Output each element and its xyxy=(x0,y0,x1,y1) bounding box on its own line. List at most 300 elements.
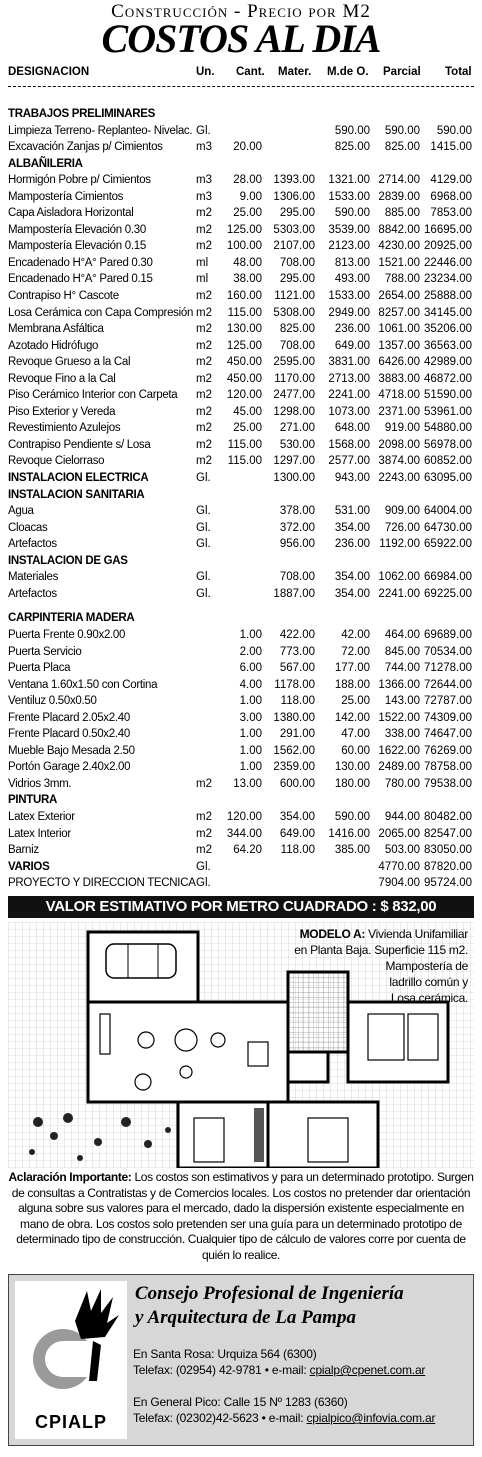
cell-parcial: 590.00 xyxy=(384,124,420,137)
cell-total: 72644.00 xyxy=(424,678,472,691)
cell-mano-de-obra: 648.00 xyxy=(334,422,370,435)
cell-parcial: 4770.00 xyxy=(378,860,420,873)
cell-designacion: Puerta Frente 0.90x2.00 xyxy=(8,628,126,641)
cell-parcial: 780.00 xyxy=(384,777,420,790)
cell-parcial: 464.00 xyxy=(384,628,420,641)
cell-total: 64004.00 xyxy=(424,505,472,518)
general-pico-email-link[interactable]: cpialpico@infovia.com.ar xyxy=(306,1411,436,1425)
cell-cantidad: 28.00 xyxy=(233,174,262,187)
cell-mano-de-obra: 385.00 xyxy=(334,844,370,857)
note-label: Aclaración Importante: xyxy=(8,1170,132,1184)
col-total: Total xyxy=(445,66,472,78)
cell-parcial: 744.00 xyxy=(384,662,420,675)
cell-total: 35206.00 xyxy=(424,323,472,336)
cell-mano-de-obra: 943.00 xyxy=(334,472,370,485)
cell-cantidad: 115.00 xyxy=(227,438,262,451)
cell-designacion: Mueble Bajo Mesada 2.50 xyxy=(8,744,135,757)
cell-unidad: Gl. xyxy=(196,124,211,137)
cell-parcial: 8257.00 xyxy=(378,306,420,319)
cell-unidad: Gl. xyxy=(196,860,211,873)
section-row xyxy=(0,610,482,627)
table-row xyxy=(0,644,482,661)
cell-cantidad: 120.00 xyxy=(226,389,262,402)
table-row xyxy=(0,710,482,727)
cell-cantidad: 125.00 xyxy=(226,223,262,236)
cell-materiales: 708.00 xyxy=(279,256,315,269)
cell-designacion: Revoque Grueso a la Cal xyxy=(8,356,131,369)
cell-total: 74647.00 xyxy=(424,728,472,741)
cell-parcial: 338.00 xyxy=(384,728,420,741)
cell-parcial: 2241.00 xyxy=(378,587,420,600)
table-row xyxy=(0,743,482,760)
cell-total: 1415.00 xyxy=(430,141,472,154)
cell-designacion: INSTALACION DE GAS xyxy=(8,554,128,567)
cell-parcial: 726.00 xyxy=(384,521,420,534)
cell-mano-de-obra: 1533.00 xyxy=(328,290,370,303)
table-row xyxy=(0,338,482,355)
cell-parcial: 143.00 xyxy=(384,695,420,708)
cell-designacion: Barniz xyxy=(8,844,39,857)
cell-designacion: Limpieza Terreno- Replanteo- Nivelac. xyxy=(8,124,193,137)
cell-total: 63095.00 xyxy=(424,472,472,485)
cell-cantidad: 1.00 xyxy=(239,628,262,641)
modelo-line1: Vivienda Unifamiliar xyxy=(368,927,468,941)
page-title: COSTOS AL DIA xyxy=(101,16,381,61)
cell-total: 60852.00 xyxy=(424,455,472,468)
cell-total: 590.00 xyxy=(436,124,472,137)
cell-parcial: 825.00 xyxy=(384,141,420,154)
section-row xyxy=(0,859,482,876)
modelo-line5: Losa cerámica. xyxy=(390,991,468,1005)
cell-total: 83050.00 xyxy=(424,844,472,857)
cell-designacion: PROYECTO Y DIRECCION TECNICA xyxy=(8,877,196,890)
cell-designacion: Encadenado H°A° Pared 0.30 xyxy=(8,256,153,269)
cell-materiales: 118.00 xyxy=(280,844,315,857)
cell-unidad: Gl. xyxy=(196,571,211,584)
cell-materiales: 2477.00 xyxy=(273,389,315,402)
cell-mano-de-obra: 354.00 xyxy=(334,521,370,534)
table-row xyxy=(0,677,482,694)
cell-designacion: Piso Cerámico Interior con Carpeta xyxy=(8,389,178,402)
cell-total: 72787.00 xyxy=(424,695,472,708)
cell-mano-de-obra: 3539.00 xyxy=(328,223,370,236)
cell-cantidad: 2.00 xyxy=(239,645,262,658)
cell-designacion: Agua xyxy=(8,505,34,518)
cell-materiales: 354.00 xyxy=(279,810,315,823)
cell-unidad: m2 xyxy=(196,844,212,857)
cell-mano-de-obra: 649.00 xyxy=(334,339,370,352)
cell-parcial: 2371.00 xyxy=(378,405,420,418)
cell-parcial: 7904.00 xyxy=(378,877,420,890)
cell-materiales: 1300.00 xyxy=(273,472,315,485)
cell-designacion: Cloacas xyxy=(8,521,48,534)
cell-total: 66984.00 xyxy=(424,571,472,584)
cell-parcial: 1061.00 xyxy=(378,323,420,336)
cell-materiales: 295.00 xyxy=(279,207,315,220)
section-row xyxy=(0,553,482,570)
cell-cantidad: 125.00 xyxy=(226,339,262,352)
cell-materiales: 271.00 xyxy=(279,422,315,435)
modelo-line3: Mampostería de xyxy=(385,959,468,973)
cell-designacion: Latex Interior xyxy=(8,827,71,840)
cell-mano-de-obra: 2241.00 xyxy=(328,389,370,402)
cell-materiales: 1297.00 xyxy=(273,455,315,468)
cell-total: 42989.00 xyxy=(424,356,472,369)
cell-unidad: m2 xyxy=(196,438,212,451)
cell-designacion: Mampostería Elevación 0.30 xyxy=(8,223,146,236)
cell-unidad: m2 xyxy=(196,405,212,418)
cell-materiales: 1306.00 xyxy=(273,190,315,203)
cell-mano-de-obra: 531.00 xyxy=(334,505,370,518)
org-name-line1: Consejo Profesional de Ingeniería xyxy=(135,1283,404,1304)
column-headers xyxy=(0,66,482,82)
cell-designacion: Artefactos xyxy=(8,587,57,600)
cost-table xyxy=(0,98,482,892)
table-row xyxy=(0,569,482,586)
cell-total: 16695.00 xyxy=(424,223,472,236)
cell-parcial: 1622.00 xyxy=(378,744,420,757)
santa-rosa-address: En Santa Rosa: Urquiza 564 (6300) xyxy=(133,1347,317,1361)
cell-total: 95724.00 xyxy=(424,877,472,890)
table-row xyxy=(0,420,482,437)
cell-mano-de-obra: 813.00 xyxy=(334,256,370,269)
cell-unidad: m3 xyxy=(196,190,212,203)
row-spacer xyxy=(0,602,482,610)
cell-total: 36563.00 xyxy=(424,339,472,352)
santa-rosa-phone: Telefax: (02954) 42-9781 • e-mail: xyxy=(133,1363,310,1377)
table-row xyxy=(0,776,482,793)
header-divider xyxy=(8,86,474,87)
cell-parcial: 2839.00 xyxy=(378,190,420,203)
cell-total: 25888.00 xyxy=(424,290,472,303)
cell-designacion: TRABAJOS PRELIMINARES xyxy=(8,108,156,120)
cell-unidad: Gl. xyxy=(196,521,211,534)
col-parcial: Parcial xyxy=(383,66,421,78)
cell-cantidad: 1.00 xyxy=(239,695,262,708)
cell-cantidad: 25.00 xyxy=(233,422,262,435)
cell-cantidad: 115.00 xyxy=(227,306,262,319)
table-row xyxy=(0,222,482,239)
table-row xyxy=(0,726,482,743)
cell-designacion: Puerta Placa xyxy=(8,662,71,675)
cell-materiales: 378.00 xyxy=(279,505,315,518)
cell-parcial: 2654.00 xyxy=(378,290,420,303)
table-row xyxy=(0,520,482,537)
cell-materiales: 773.00 xyxy=(279,645,315,658)
cell-designacion: Encadenado H°A° Pared 0.15 xyxy=(8,273,153,286)
cell-total: 65922.00 xyxy=(424,538,472,551)
table-row xyxy=(0,586,482,603)
cell-mano-de-obra: 590.00 xyxy=(334,207,370,220)
section-row xyxy=(0,156,482,173)
cell-parcial: 845.00 xyxy=(384,645,420,658)
cell-total: 78758.00 xyxy=(424,761,472,774)
cell-materiales: 708.00 xyxy=(279,571,315,584)
cell-designacion: Artefactos xyxy=(8,538,57,551)
cell-designacion: Vidrios 3mm. xyxy=(8,777,72,790)
santa-rosa-contact xyxy=(133,1363,425,1377)
cell-total: 22446.00 xyxy=(424,256,472,269)
cell-total: 64730.00 xyxy=(424,521,472,534)
table-row xyxy=(0,238,482,255)
cell-parcial: 1357.00 xyxy=(378,339,420,352)
cell-total: 79538.00 xyxy=(424,777,472,790)
cell-total: 69689.00 xyxy=(424,628,472,641)
org-name-line2: y Arquitectura de La Pampa xyxy=(135,1307,356,1328)
cell-materiales: 291.00 xyxy=(279,728,315,741)
cell-unidad: m2 xyxy=(196,207,212,220)
table-row xyxy=(0,288,482,305)
cell-unidad: m2 xyxy=(196,323,212,336)
cell-materiales: 2359.00 xyxy=(273,761,315,774)
cell-parcial: 8842.00 xyxy=(378,223,420,236)
value-per-m2-bar: VALOR ESTIMATIVO POR METRO CUADRADO : $ 832,00 xyxy=(8,896,474,918)
cell-parcial: 2065.00 xyxy=(378,827,420,840)
general-pico-address: En General Pico: Calle 15 Nº 1283 (6360) xyxy=(133,1395,348,1409)
modelo-description xyxy=(272,926,468,1006)
cell-materiales: 649.00 xyxy=(279,827,315,840)
cell-designacion: Revestimiento Azulejos xyxy=(8,422,121,435)
table-row xyxy=(0,875,482,892)
table-row xyxy=(0,809,482,826)
cell-parcial: 4718.00 xyxy=(378,389,420,402)
cell-total: 34145.00 xyxy=(424,306,472,319)
important-note xyxy=(4,1170,478,1263)
cell-mano-de-obra: 1073.00 xyxy=(328,405,370,418)
cell-unidad: m2 xyxy=(196,777,212,790)
modelo-line2: en Planta Baja. Superficie 115 m2. xyxy=(294,943,468,957)
modelo-line4: ladrillo común y xyxy=(389,975,468,989)
cell-mano-de-obra: 188.00 xyxy=(334,678,370,691)
cell-mano-de-obra: 3831.00 xyxy=(328,356,370,369)
cell-unidad: Gl. xyxy=(196,538,211,551)
cell-unidad: m2 xyxy=(196,810,212,823)
cell-designacion: PINTURA xyxy=(8,794,58,807)
table-row xyxy=(0,759,482,776)
table-row xyxy=(0,172,482,189)
cell-unidad: m2 xyxy=(196,240,212,253)
cell-unidad: m2 xyxy=(196,455,212,468)
cell-total: 51590.00 xyxy=(424,389,472,402)
cell-designacion: Mampostería Cimientos xyxy=(8,190,124,203)
cell-unidad: m2 xyxy=(196,372,212,385)
cell-materiales: 2107.00 xyxy=(273,240,315,253)
cell-cantidad: 3.00 xyxy=(239,711,262,724)
cell-designacion: Excavación Zanjas p/ Cimientos xyxy=(8,141,163,154)
cell-total: 76269.00 xyxy=(424,744,472,757)
table-row xyxy=(0,453,482,470)
table-row xyxy=(0,536,482,553)
col-mano-de-obra: M.de O. xyxy=(327,66,369,78)
cell-mano-de-obra: 2713.00 xyxy=(328,372,370,385)
cell-unidad: m2 xyxy=(196,389,212,402)
cell-designacion: Ventiluz 0.50x0.50 xyxy=(8,695,97,708)
cell-cantidad: 130.00 xyxy=(226,323,262,336)
cell-total: 80482.00 xyxy=(424,810,472,823)
cell-parcial: 503.00 xyxy=(384,844,420,857)
cell-mano-de-obra: 2577.00 xyxy=(328,455,370,468)
cell-mano-de-obra: 354.00 xyxy=(334,571,370,584)
col-materiales: Mater. xyxy=(278,66,312,78)
col-designacion: DESIGNACION xyxy=(8,66,90,78)
cpialp-logo xyxy=(15,1281,127,1439)
cell-materiales: 1393.00 xyxy=(273,174,315,187)
cell-cantidad: 120.00 xyxy=(226,810,262,823)
cell-mano-de-obra: 493.00 xyxy=(334,273,370,286)
cell-materiales: 5308.00 xyxy=(273,306,315,319)
cell-designacion: Losa Cerámica con Capa Compresión xyxy=(8,306,194,319)
cell-unidad: ml xyxy=(196,273,209,286)
table-row xyxy=(0,693,482,710)
section-row xyxy=(0,106,482,123)
cell-mano-de-obra: 177.00 xyxy=(334,662,370,675)
cell-designacion: Revoque Cielorraso xyxy=(8,455,105,468)
cell-designacion: Capa Aisladora Horizontal xyxy=(8,207,134,220)
table-row xyxy=(0,503,482,520)
table-row xyxy=(0,826,482,843)
cell-materiales: 1298.00 xyxy=(273,405,315,418)
cell-designacion: Contrapiso Pendiente s/ Losa xyxy=(8,438,151,451)
cell-mano-de-obra: 142.00 xyxy=(334,711,370,724)
table-row xyxy=(0,660,482,677)
cell-designacion: Frente Placard 0.50x2.40 xyxy=(8,728,130,741)
cell-mano-de-obra: 180.00 xyxy=(334,777,370,790)
cell-materiales: 530.00 xyxy=(279,438,315,451)
cell-mano-de-obra: 25.00 xyxy=(341,695,370,708)
table-row xyxy=(0,371,482,388)
cell-unidad: Gl. xyxy=(196,505,211,518)
cell-designacion: VARIOS xyxy=(8,860,50,873)
cell-materiales: 422.00 xyxy=(279,628,315,641)
cell-mano-de-obra: 60.00 xyxy=(341,744,370,757)
cell-designacion: Portón Garage 2.40x2.00 xyxy=(8,761,131,774)
cell-unidad: m2 xyxy=(196,356,212,369)
cell-cantidad: 25.00 xyxy=(233,207,262,220)
cell-designacion: Piso Exterior y Vereda xyxy=(8,405,116,418)
cell-materiales: 1121.00 xyxy=(274,290,315,303)
cell-cantidad: 1.00 xyxy=(239,728,262,741)
cell-parcial: 788.00 xyxy=(384,273,420,286)
cell-mano-de-obra: 47.00 xyxy=(341,728,370,741)
cell-total: 56978.00 xyxy=(424,438,472,451)
table-row xyxy=(0,255,482,272)
cell-materiales: 5303.00 xyxy=(273,223,315,236)
cell-materiales: 2595.00 xyxy=(273,356,315,369)
cell-total: 54880.00 xyxy=(424,422,472,435)
cell-mano-de-obra: 72.00 xyxy=(341,645,370,658)
cell-total: 69225.00 xyxy=(424,587,472,600)
cell-cantidad: 9.00 xyxy=(239,190,262,203)
cell-materiales: 1178.00 xyxy=(274,678,315,691)
cell-parcial: 3883.00 xyxy=(378,372,420,385)
table-row xyxy=(0,627,482,644)
cell-cantidad: 1.00 xyxy=(239,744,262,757)
cell-parcial: 1366.00 xyxy=(378,678,420,691)
cell-materiales: 825.00 xyxy=(279,323,315,336)
cell-designacion: Contrapiso H° Cascote xyxy=(8,290,119,303)
cell-total: 70534.00 xyxy=(424,645,472,658)
cell-cantidad: 450.00 xyxy=(226,356,262,369)
cell-total: 74309.00 xyxy=(424,711,472,724)
footer-box xyxy=(8,1274,474,1446)
cell-designacion: Revoque Fino a la Cal xyxy=(8,372,116,385)
cell-parcial: 944.00 xyxy=(384,810,420,823)
cell-parcial: 1062.00 xyxy=(378,571,420,584)
cell-designacion: INSTALACION ELECTRICA xyxy=(8,472,149,485)
cell-mano-de-obra: 236.00 xyxy=(334,538,370,551)
cell-total: 87820.00 xyxy=(424,860,472,873)
cell-unidad: ml xyxy=(196,256,209,269)
santa-rosa-email-link[interactable]: cpialp@cpenet.com.ar xyxy=(309,1363,426,1377)
cell-cantidad: 450.00 xyxy=(226,372,262,385)
cell-designacion: Frente Placard 2.05x2.40 xyxy=(8,711,130,724)
cell-cantidad: 115.00 xyxy=(227,455,262,468)
note-text: Los costos son estimativos y para un determinado prototipo. Surgen de consultas a Contratistas y de Comercios locales. Los costos no pretender dar orientación alguna sobre sus valores para el mercado, dado la dispersión existente especialmente en mano de obra. Los costos solo pretenden ser una guía para un determinado prototipo de determinado tipo de construcción. Cualquier tipo de cálculo de valores corre por cuenta de quién lo realice. xyxy=(11,1170,474,1262)
cell-total: 23234.00 xyxy=(424,273,472,286)
cell-parcial: 909.00 xyxy=(384,505,420,518)
cell-unidad: m2 xyxy=(196,827,212,840)
cell-mano-de-obra: 1416.00 xyxy=(328,827,370,840)
cell-designacion: CARPINTERIA MADERA xyxy=(8,612,135,625)
cell-mano-de-obra: 590.00 xyxy=(334,124,370,137)
cell-mano-de-obra: 2949.00 xyxy=(328,306,370,319)
cell-total: 82547.00 xyxy=(424,827,472,840)
row-spacer xyxy=(0,98,482,106)
cell-parcial: 2098.00 xyxy=(378,438,420,451)
cell-materiales: 1562.00 xyxy=(273,744,315,757)
cell-parcial: 1192.00 xyxy=(379,538,420,551)
cell-materiales: 118.00 xyxy=(280,695,315,708)
cell-cantidad: 45.00 xyxy=(233,405,262,418)
general-pico-contact xyxy=(133,1411,435,1425)
table-row xyxy=(0,139,482,156)
cell-mano-de-obra: 590.00 xyxy=(334,810,370,823)
cell-mano-de-obra: 42.00 xyxy=(341,628,370,641)
cell-cantidad: 48.00 xyxy=(233,256,262,269)
cell-cantidad: 1.00 xyxy=(239,761,262,774)
cell-parcial: 2489.00 xyxy=(378,761,420,774)
cell-unidad: m2 xyxy=(196,223,212,236)
table-row xyxy=(0,404,482,421)
table-row xyxy=(0,321,482,338)
cell-mano-de-obra: 1568.00 xyxy=(328,438,370,451)
cell-designacion: Membrana Asfáltica xyxy=(8,323,104,336)
cell-unidad: m2 xyxy=(196,306,212,319)
cell-cantidad: 160.00 xyxy=(226,290,262,303)
cell-total: 4129.00 xyxy=(430,174,472,187)
cell-unidad: Gl. xyxy=(196,472,211,485)
modelo-label: MODELO A: xyxy=(299,927,366,941)
cell-unidad: m2 xyxy=(196,422,212,435)
cell-total: 46872.00 xyxy=(424,372,472,385)
cell-designacion: Mampostería Elevación 0.15 xyxy=(8,240,146,253)
cell-cantidad: 64.20 xyxy=(233,844,262,857)
cell-unidad: Gl. xyxy=(196,877,211,890)
cell-parcial: 6426.00 xyxy=(378,356,420,369)
cell-total: 71278.00 xyxy=(424,662,472,675)
section-row xyxy=(0,487,482,504)
cell-materiales: 372.00 xyxy=(279,521,315,534)
cpialp-logo-mark xyxy=(15,1281,127,1411)
cell-cantidad: 344.00 xyxy=(226,827,262,840)
general-pico-phone: Telefax: (02302)42-5623 • e-mail: xyxy=(133,1411,307,1425)
cell-materiales: 567.00 xyxy=(279,662,315,675)
cell-materiales: 1887.00 xyxy=(273,587,315,600)
cell-designacion: Latex Exterior xyxy=(8,810,75,823)
cell-unidad: m2 xyxy=(196,290,212,303)
table-row xyxy=(0,305,482,322)
cell-materiales: 708.00 xyxy=(279,339,315,352)
